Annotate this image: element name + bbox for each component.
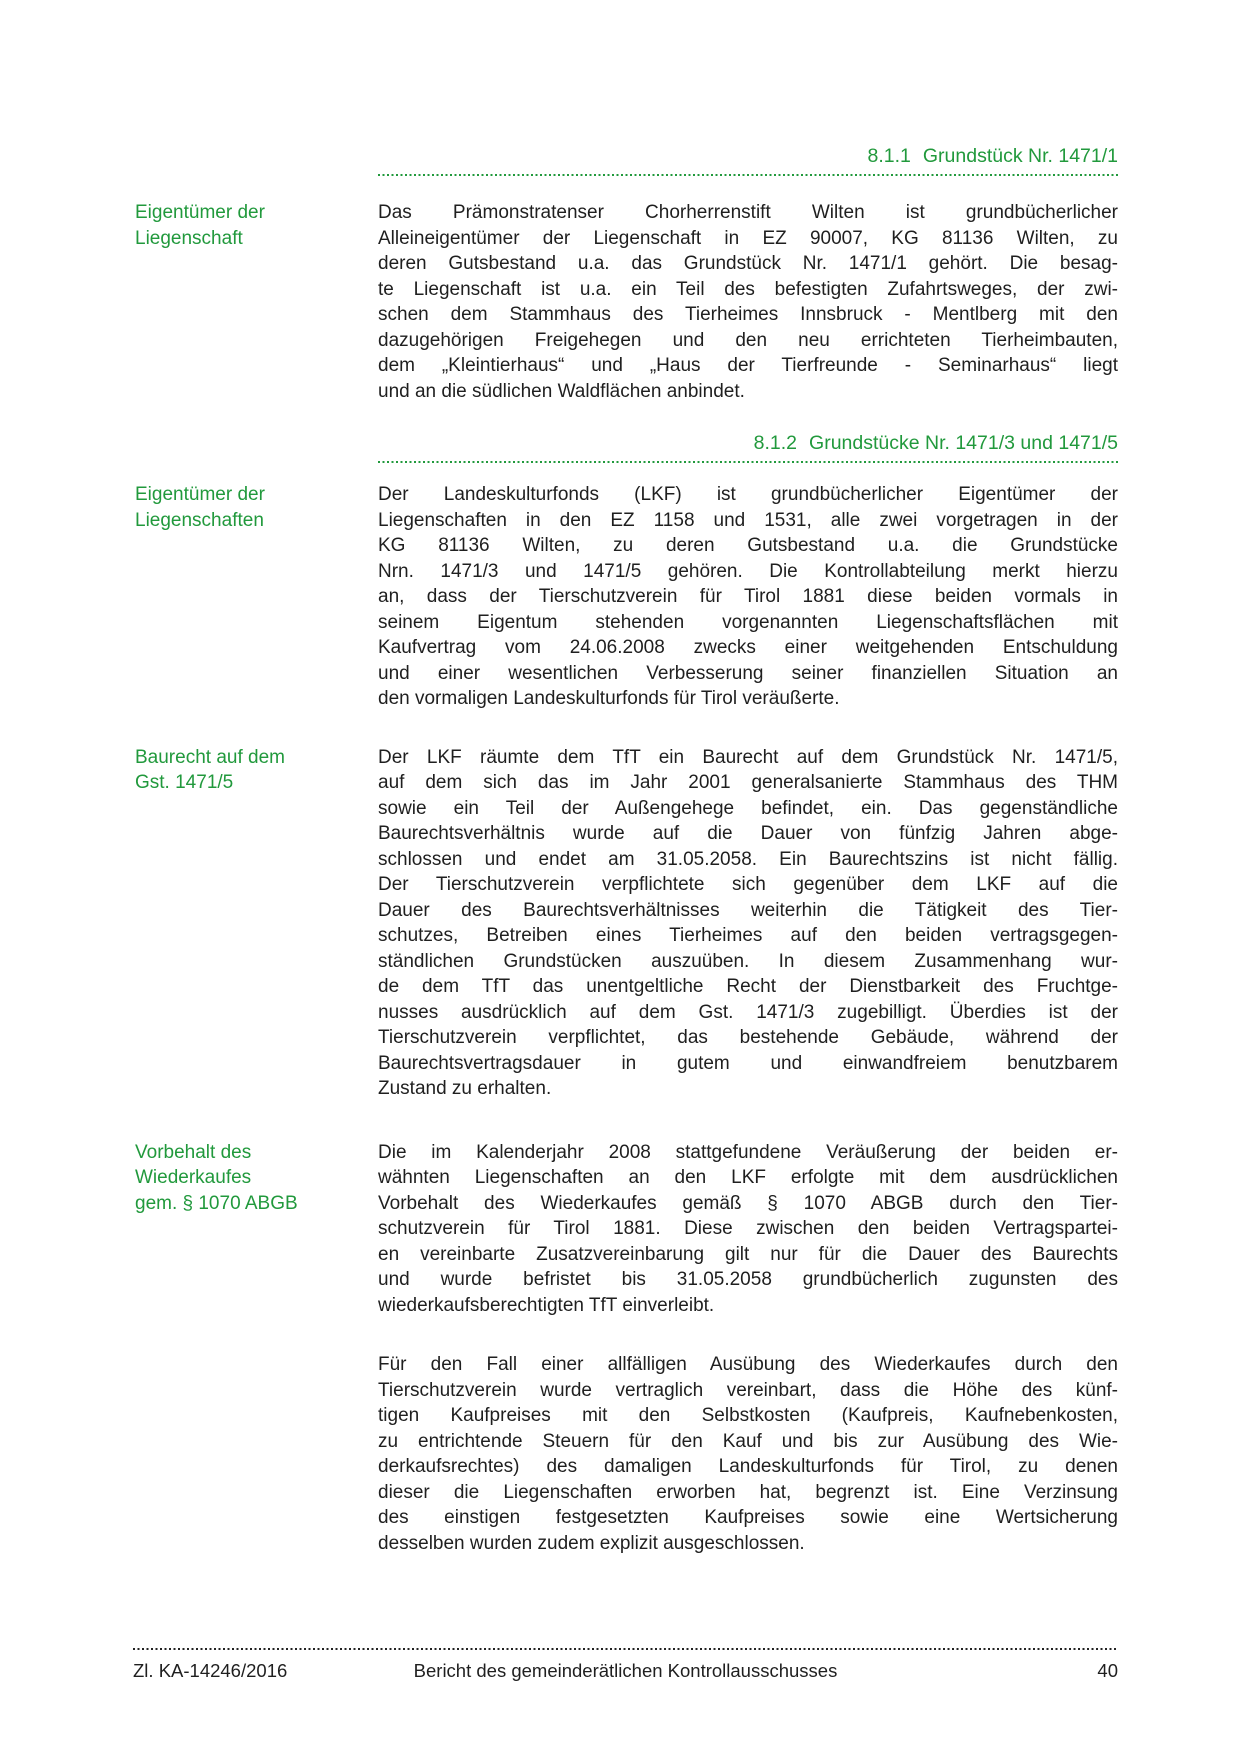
text-line: desselben wurden zudem explizit ausgeschlossen. [378, 1532, 805, 1554]
text-line: sowie ein Teil der Außengehege befindet, ein. Das gegenständliche [378, 797, 1118, 819]
text-line: Tierschutzverein wurde vertraglich vereinbart, dass die Höhe des künf- [378, 1379, 1118, 1401]
margin-label [135, 482, 378, 533]
text-line: Vorbehalt des [135, 1141, 252, 1163]
footer-document-title: Bericht des gemeinderätlichen Kontrollausschusses [413, 1660, 838, 1681]
text-line: wähnten Liegenschaften an den LKF erfolgte mit dem ausdrücklichen [378, 1167, 1118, 1188]
text-line: Das Prämonstratenser Chorherrenstift Wilten ist grundbücherlicher [378, 202, 1118, 223]
text-line: auf dem sich das im Jahr 2001 generalsanierte Stammhaus des THM [378, 772, 1118, 793]
footer-rule [133, 1648, 1118, 1650]
text-line: Für den Fall einer allfälligen Ausübung des Wiederkaufes durch den [378, 1354, 1118, 1375]
text-line: schutzverein für Tirol 1881. Diese zwischen den beiden Vertragspartei- [378, 1218, 1118, 1239]
footer [133, 1648, 1118, 1683]
text-line: de dem TfT das unentgeltliche Recht der Dienstbarkeit des Fruchtge- [378, 976, 1118, 997]
text-line: und einer wesentlichen Verbesserung seiner finanziellen Situation an [378, 662, 1118, 684]
heading-rule [378, 461, 1118, 463]
section-heading-8-1-1 [378, 143, 1118, 169]
paragraph-text [378, 1140, 1118, 1319]
paragraph-text [378, 745, 1118, 1102]
paragraph-block-owner-property [135, 200, 1118, 404]
text-line: zu entrichtende Steuern für den Kauf und bis zur Ausübung des Wie- [378, 1430, 1118, 1452]
text-line: en vereinbarte Zusatzvereinbarung gilt nur für die Dauer des Baurechts [378, 1243, 1118, 1265]
text-line: seinem Eigentum stehenden vorgenannten Liegenschaftsflächen mit [378, 611, 1118, 633]
paragraph-block-owner-properties [135, 482, 1118, 712]
text-line: Der Landeskulturfonds (LKF) ist grundbücherlicher Eigentümer der [378, 484, 1118, 505]
text-line: Eigentümer der [135, 484, 265, 505]
text-line: deren Gutsbestand u.a. das Grundstück Nr. 1471/1 gehört. Die besag- [378, 253, 1118, 274]
text-line: Eigentümer der [135, 202, 265, 223]
text-line: Baurechtsverhältnis wurde auf die Dauer von fünfzig Jahren abge- [378, 823, 1118, 844]
margin-label [135, 1140, 378, 1217]
text-line: dieser die Liegenschaften erworben hat, begrenzt ist. Eine Verzinsung [378, 1481, 1118, 1503]
section-number: 8.1.2 [753, 432, 798, 454]
text-line: te Liegenschaft ist u.a. ein Teil des befestigten Zufahrtsweges, der zwi- [378, 278, 1118, 300]
text-line: Liegenschaften [135, 509, 264, 531]
text-line: Baurechtsvertragsdauer in gutem und einwandfreiem benutzbarem [378, 1052, 1118, 1074]
text-line: wiederkaufsberechtigten TfT einverleibt. [378, 1294, 715, 1316]
text-line: des einstigen festgesetzten Kaufpreises sowie eine Wertsicherung [378, 1507, 1118, 1528]
text-line: Kaufvertrag vom 24.06.2008 zwecks einer weitgehenden Entschuldung [378, 637, 1118, 658]
heading-rule [378, 174, 1118, 176]
margin-label [135, 745, 378, 796]
text-line: schen dem Stammhaus des Tierheimes Innsbruck - Mentlberg mit den [378, 304, 1118, 325]
paragraph-text [378, 200, 1118, 404]
text-line: Tierschutzverein verpflichtet, das bestehende Gebäude, während der [378, 1027, 1118, 1048]
paragraph-text [378, 1352, 1118, 1556]
section-title: Grundstücke Nr. 1471/3 und 1471/5 [809, 432, 1118, 454]
text-line: dem „Kleintierhaus“ und „Haus der Tierfreunde - Seminarhaus“ liegt [378, 355, 1118, 376]
footer-page-number: 40 [1097, 1660, 1118, 1681]
text-line: Alleineigentümer der Liegenschaft in EZ 90007, KG 81136 Wilten, zu [378, 227, 1118, 249]
text-line: Vorbehalt des Wiederkaufes gemäß § 1070 ABGB durch den Tier- [378, 1192, 1118, 1214]
text-line: tigen Kaufpreises mit den Selbstkosten (Kaufpreis, Kaufnebenkosten, [378, 1405, 1118, 1426]
text-line: nusses ausdrücklich auf dem Gst. 1471/3 zugebilligt. Überdies ist der [378, 1001, 1118, 1023]
text-line: Wiederkaufes [135, 1167, 252, 1188]
paragraph-block-repurchase-reservation [135, 1140, 1118, 1319]
text-line: und an die südlichen Waldflächen anbindet. [378, 380, 745, 402]
text-line: derkaufsrechtes) des damaligen Landeskulturfonds für Tirol, zu denen [378, 1456, 1118, 1477]
text-line: ständlichen Grundstücken auszuüben. In diesem Zusammenhang wur- [378, 950, 1118, 972]
text-line: Liegenschaft [135, 227, 243, 249]
text-line: gem. § 1070 ABGB [135, 1192, 298, 1214]
page-content [135, 143, 1118, 1556]
text-line: Dauer des Baurechtsverhältnisses weiterhin die Tätigkeit des Tier- [378, 899, 1118, 921]
text-line: Zustand zu erhalten. [378, 1078, 552, 1099]
text-line: den vormaligen Landeskulturfonds für Tirol veräußerte. [378, 688, 840, 709]
text-line: Baurecht auf dem [135, 746, 285, 768]
text-line: Nrn. 1471/3 und 1471/5 gehören. Die Kontrollabteilung merkt hierzu [378, 560, 1118, 582]
paragraph-block-building-right [135, 745, 1118, 1102]
paragraph-block-repurchase-price [135, 1352, 1118, 1556]
text-line: Die im Kalenderjahr 2008 stattgefundene Veräußerung der beiden er- [378, 1141, 1118, 1163]
text-line: Der LKF räumte dem TfT ein Baurecht auf dem Grundstück Nr. 1471/5, [378, 746, 1118, 768]
text-line: Gst. 1471/5 [135, 772, 234, 793]
section-title: Grundstück Nr. 1471/1 [922, 145, 1118, 167]
text-line: an, dass der Tierschutzverein für Tirol 1881 diese beiden vormals in [378, 586, 1118, 607]
text-line: dazugehörigen Freigehegen und den neu errichteten Tierheimbauten, [378, 329, 1118, 351]
text-line: Der Tierschutzverein verpflichtete sich gegenüber dem LKF auf die [378, 874, 1118, 895]
footer-row [133, 1659, 1118, 1683]
text-line: schutzes, Betreiben eines Tierheimes auf den beiden vertragsgegen- [378, 925, 1118, 946]
footer-reference-number: Zl. KA-14246/2016 [133, 1660, 288, 1681]
text-line: KG 81136 Wilten, zu deren Gutsbestand u.a. die Grundstücke [378, 535, 1118, 556]
section-heading-8-1-2 [378, 430, 1118, 456]
text-line: schlossen und endet am 31.05.2058. Ein Baurechtszins ist nicht fällig. [378, 848, 1118, 870]
text-line: Liegenschaften in den EZ 1158 und 1531, alle zwei vorgetragen in der [378, 509, 1118, 531]
section-number: 8.1.1 [867, 145, 911, 167]
text-line: und wurde befristet bis 31.05.2058 grundbücherlich zugunsten des [378, 1269, 1118, 1290]
paragraph-text [378, 482, 1118, 712]
margin-label [135, 200, 378, 251]
